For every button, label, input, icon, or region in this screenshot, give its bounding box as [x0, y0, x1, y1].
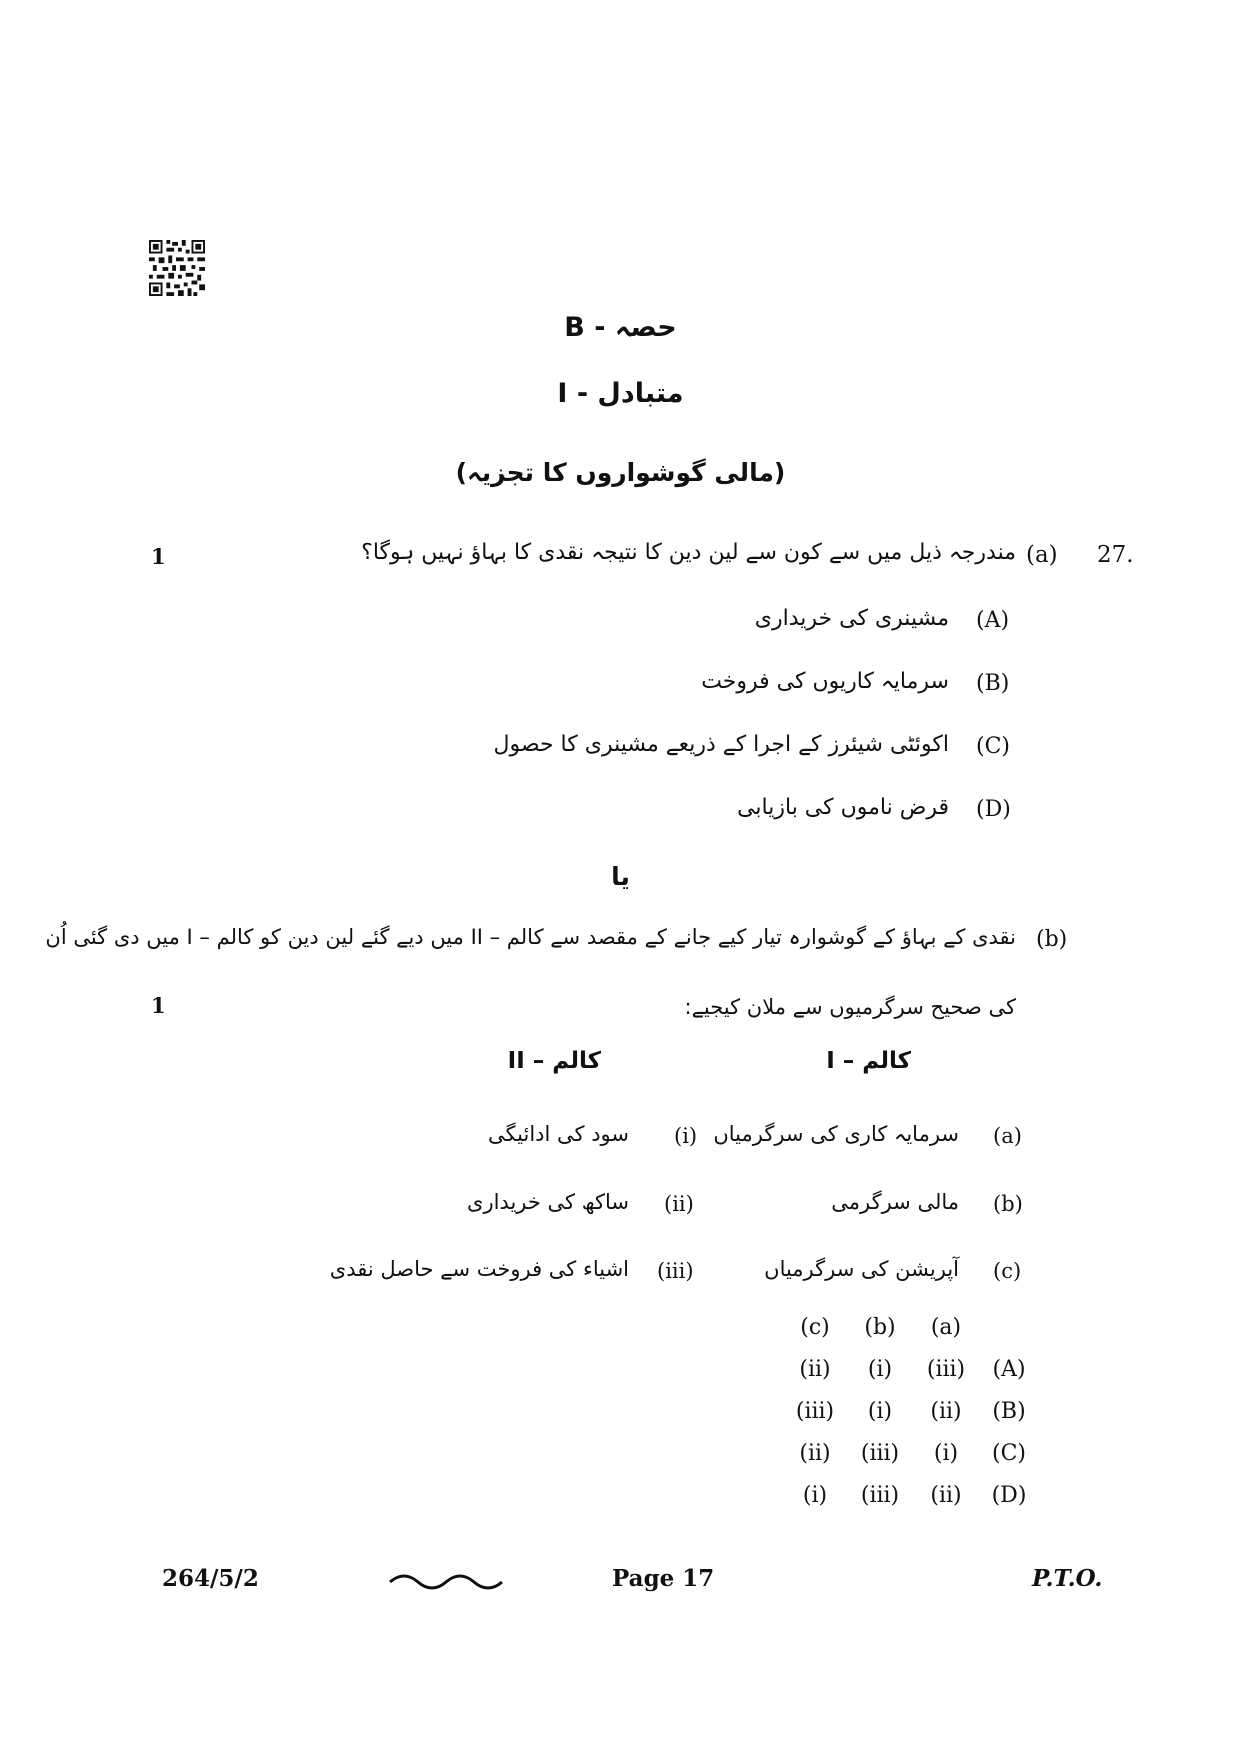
part-b-text-line2: کی صحیح سرگرمیوں سے ملان کیجیے:: [684, 995, 1016, 1019]
option-heading: متبادل - I: [557, 378, 684, 409]
part-b-label: (b): [1036, 927, 1068, 952]
option-label: (A): [976, 608, 1010, 633]
page-number: Page 17: [612, 1565, 715, 1592]
grid-cell: (iii): [860, 1441, 900, 1466]
grid-cell: (iii): [926, 1357, 966, 1382]
match-item: مالی سرگرمی: [831, 1190, 959, 1214]
part-a-label: (a): [1026, 542, 1058, 568]
grid-cell: (ii): [930, 1483, 962, 1508]
match-item: سرمایہ کاری کی سرگرمیاں: [713, 1122, 959, 1146]
qr-code: [148, 240, 206, 296]
pto-label: P.T.O.: [1032, 1565, 1103, 1592]
grid-cell: (iii): [860, 1483, 900, 1508]
option-label: (B): [976, 671, 1010, 696]
grid-header: (a): [930, 1315, 962, 1340]
match-label: (ii): [664, 1192, 694, 1216]
grid-cell: (iii): [795, 1399, 835, 1424]
match-label: (iii): [657, 1259, 694, 1283]
grid-row-label: (D): [991, 1483, 1027, 1508]
grid-cell: (ii): [799, 1441, 831, 1466]
grid-header: (b): [864, 1315, 896, 1340]
column-1-heading: کالم – I: [826, 1048, 911, 1074]
match-label: (a): [993, 1124, 1022, 1148]
match-item: اشیاء کی فروخت سے حاصل نقدی: [329, 1257, 629, 1281]
grid-cell: (i): [933, 1441, 959, 1466]
grid-cell: (i): [867, 1357, 893, 1382]
question-number: 27.: [1097, 542, 1134, 568]
match-item: آپریشن کی سرگرمیاں: [764, 1257, 959, 1281]
grid-cell: (i): [867, 1399, 893, 1424]
or-separator: یا: [611, 862, 630, 891]
option-label: (C): [976, 734, 1010, 759]
grid-row-label: (A): [992, 1357, 1026, 1382]
match-item: ساکھ کی خریداری: [467, 1190, 629, 1214]
grid-cell: (ii): [799, 1357, 831, 1382]
marks-part-b: 1: [151, 993, 166, 1018]
option-label: (D): [976, 797, 1011, 822]
option-text: اکوئٹی شیئرز کے اجرا کے ذریعے مشینری کا حصول: [493, 732, 949, 757]
match-label: (b): [993, 1192, 1023, 1216]
grid-row-label: (B): [992, 1399, 1026, 1424]
match-item: سود کی ادائیگی: [488, 1122, 629, 1146]
section-heading: حصہ - B: [564, 312, 677, 343]
column-2-heading: کالم – II: [507, 1048, 601, 1074]
grid-cell: (ii): [930, 1399, 962, 1424]
grid-row-label: (C): [992, 1441, 1026, 1466]
part-b-text-line1: نقدی کے بہاؤ کے گوشوارہ تیار کیے جانے کے مقصد سے کالم – II میں دیے گئے لین دین کو کالم – I میں دی گئی اُن: [45, 925, 1016, 949]
option-text: مشینری کی خریداری: [754, 606, 949, 631]
match-label: (c): [993, 1259, 1022, 1283]
grid-header: (c): [800, 1315, 830, 1340]
option-text: قرض ناموں کی بازیابی: [737, 795, 949, 820]
match-label: (i): [674, 1124, 698, 1148]
wave-ornament-icon: [388, 1570, 506, 1592]
marks-part-a: 1: [151, 544, 166, 569]
question-text: مندرجہ ذیل میں سے کون سے لین دین کا نتیجہ نقدی کا بہاؤ نہیں ہوگا؟: [361, 540, 1016, 565]
grid-cell: (i): [802, 1483, 828, 1508]
paper-code: 264/5/2: [162, 1565, 259, 1592]
option-text: سرمایہ کاریوں کی فروخت: [701, 669, 949, 694]
topic-heading: (مالی گوشواروں کا تجزیہ): [455, 458, 786, 487]
